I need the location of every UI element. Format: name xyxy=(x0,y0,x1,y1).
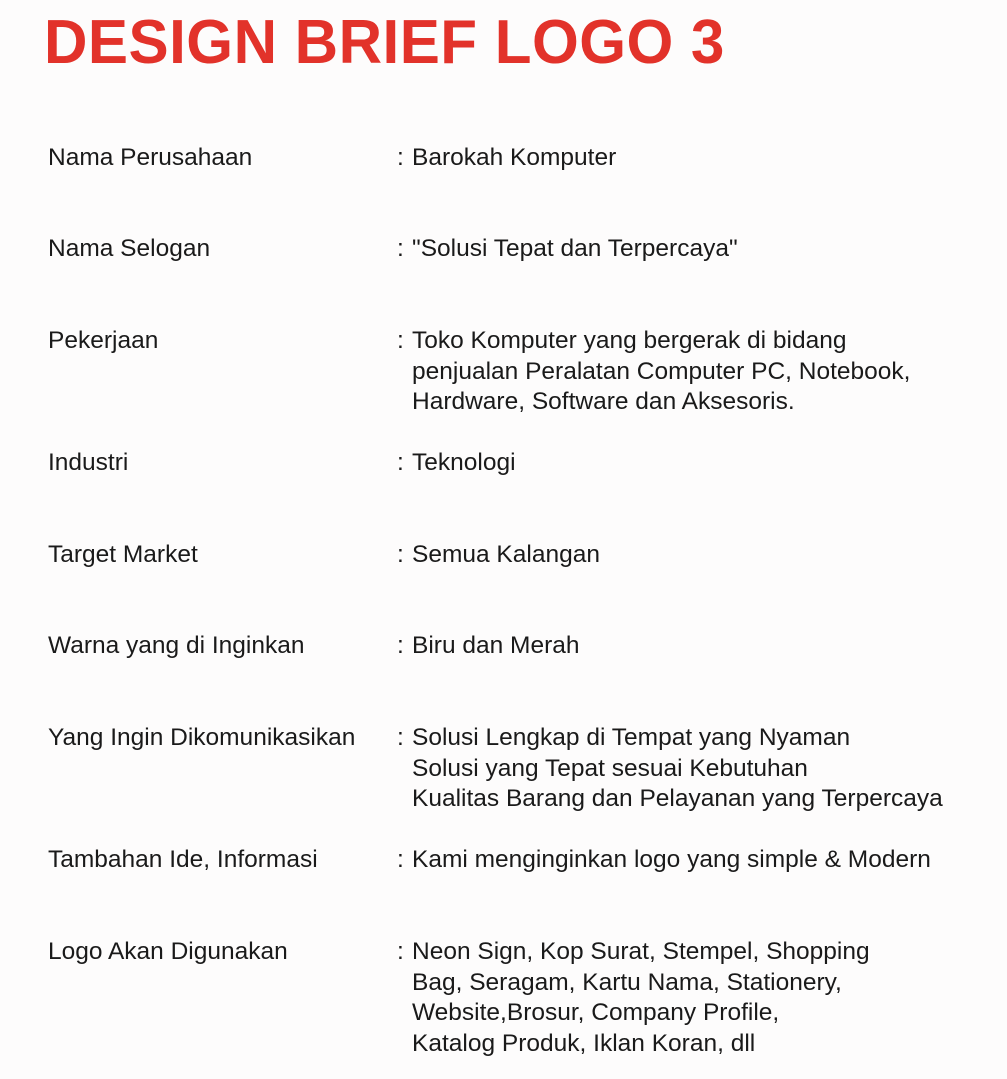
value-line: Biru dan Merah xyxy=(412,632,580,659)
row-label: Tambahan Ide, Informasi xyxy=(48,846,318,873)
value-line: Teknologi xyxy=(412,449,516,476)
row-value xyxy=(412,234,738,265)
row-label: Nama Selogan xyxy=(48,235,211,262)
value-line: Barokah Komputer xyxy=(412,144,617,171)
value-line: Website,Brosur, Company Profile, xyxy=(412,999,780,1026)
row-separator: : xyxy=(397,846,404,873)
row-value xyxy=(412,448,516,479)
row-label: Nama Perusahaan xyxy=(48,144,253,171)
row-label: Warna yang di Inginkan xyxy=(48,632,305,659)
page-title: DESIGN BRIEF LOGO 3 xyxy=(44,8,725,77)
row-value xyxy=(412,937,870,1059)
row-separator: : xyxy=(397,632,404,659)
value-line: Katalog Produk, Iklan Koran, dll xyxy=(412,1029,756,1057)
value-line: Solusi yang Tepat sesuai Kebutuhan xyxy=(412,754,808,782)
row-value xyxy=(412,631,580,662)
row-value xyxy=(412,723,943,815)
row-separator: : xyxy=(397,449,404,476)
value-line: penjualan Peralatan Computer PC, Notebook, xyxy=(412,357,911,385)
row-value xyxy=(412,143,616,174)
value-line: "Solusi Tepat dan Terpercaya" xyxy=(412,235,738,262)
value-line: Kualitas Barang dan Pelayanan yang Terpercaya xyxy=(412,785,943,812)
value-line: Toko Komputer yang bergerak di bidang xyxy=(412,327,847,354)
value-line: Solusi Lengkap di Tempat yang Nyaman xyxy=(412,724,851,751)
row-value xyxy=(412,540,600,571)
row-label: Pekerjaan xyxy=(48,327,159,354)
value-line: Hardware, Software dan Aksesoris. xyxy=(412,388,795,415)
row-label: Target Market xyxy=(48,541,198,568)
row-separator: : xyxy=(397,235,404,262)
row-label: Industri xyxy=(48,449,129,476)
row-label: Logo Akan Digunakan xyxy=(48,938,288,965)
row-label: Yang Ingin Dikomunikasikan xyxy=(48,724,356,751)
row-value xyxy=(412,845,931,876)
row-separator: : xyxy=(397,541,404,568)
row-separator: : xyxy=(397,327,404,354)
value-line: Bag, Seragam, Kartu Nama, Stationery, xyxy=(412,968,842,996)
row-separator: : xyxy=(397,724,404,751)
row-value xyxy=(412,326,910,418)
value-line: Semua Kalangan xyxy=(412,541,600,568)
row-separator: : xyxy=(397,144,404,171)
value-line: Neon Sign, Kop Surat, Stempel, Shopping xyxy=(412,938,870,965)
row-separator: : xyxy=(397,938,404,965)
value-line: Kami menginginkan logo yang simple & Modern xyxy=(412,846,931,873)
